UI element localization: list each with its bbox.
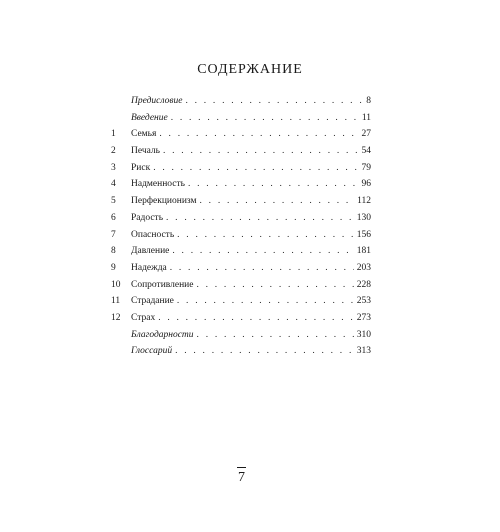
toc-entry-number: 1 xyxy=(111,129,116,140)
toc-entry-page: 11 xyxy=(361,112,371,123)
toc-entry-title: Благодарности xyxy=(131,329,194,340)
toc-entry-page: 156 xyxy=(356,229,371,240)
toc-entry xyxy=(111,129,371,146)
toc-entry xyxy=(111,146,371,163)
toc-entry-number: 5 xyxy=(111,196,116,207)
toc-entry-title: Печаль xyxy=(131,146,160,157)
toc-entry-title: Семья xyxy=(131,129,157,140)
toc-leader-dots xyxy=(170,263,354,273)
toc-entry-number: 12 xyxy=(111,312,121,323)
toc-entry-number: 11 xyxy=(111,296,121,307)
toc-entry-page: 54 xyxy=(361,146,371,157)
toc-entry xyxy=(111,346,371,363)
toc-entry-page: 253 xyxy=(356,296,371,307)
toc-entry-number: 4 xyxy=(111,179,116,190)
toc-leader-dots xyxy=(196,280,353,290)
toc-entry xyxy=(111,96,371,113)
toc-entry-page: 228 xyxy=(356,279,371,290)
toc-leader-dots xyxy=(188,179,359,189)
toc-leader-dots xyxy=(177,230,354,240)
toc-entry-number: 8 xyxy=(111,246,116,257)
toc-leader-dots xyxy=(158,313,354,323)
toc-entry-number: 3 xyxy=(111,162,116,173)
toc-entry-number: 7 xyxy=(111,229,116,240)
toc-entry-title: Надежда xyxy=(131,262,167,273)
toc-leader-dots xyxy=(197,330,354,340)
toc-leader-dots xyxy=(177,296,354,306)
toc-entry-page: 8 xyxy=(366,96,371,106)
toc-entry xyxy=(111,113,371,130)
toc-entry-number: 2 xyxy=(111,146,116,157)
toc-entry xyxy=(111,280,371,297)
toc-leader-dots xyxy=(172,246,353,256)
toc-entry-title: Страх xyxy=(131,312,156,323)
page-number: 7 xyxy=(238,470,245,485)
toc-title: СОДЕРЖАНИЕ xyxy=(197,62,303,77)
toc-entry-title: Введение xyxy=(131,112,168,123)
toc-entry xyxy=(111,230,371,247)
toc-entry xyxy=(111,196,371,213)
toc-leader-dots xyxy=(153,163,358,173)
toc-leader-dots xyxy=(163,146,359,156)
toc-leader-dots xyxy=(175,346,354,356)
toc-entry-title: Глоссарий xyxy=(131,346,173,357)
toc-entry xyxy=(111,330,371,347)
toc-entry xyxy=(111,179,371,196)
toc-entry-title: Риск xyxy=(131,162,151,173)
toc-entry-page: 27 xyxy=(361,129,371,140)
toc-entry-title: Опасность xyxy=(131,229,175,240)
toc-entry-page: 79 xyxy=(361,162,371,173)
page-number-rule xyxy=(237,467,246,468)
toc-entry xyxy=(111,213,371,230)
toc-entry-page: 203 xyxy=(356,262,371,273)
toc-entry-number: 9 xyxy=(111,262,116,273)
toc-list xyxy=(111,96,371,363)
toc-entry-title: Перфекционизм xyxy=(131,196,197,207)
toc-entry-title: Радость xyxy=(131,212,164,223)
toc-entry-title: Давление xyxy=(131,246,170,257)
toc-entry-title: Надменность xyxy=(131,179,185,190)
toc-entry xyxy=(111,263,371,280)
toc-entry-title: Страдание xyxy=(131,296,174,307)
toc-entry-title: Сопротивление xyxy=(131,279,194,290)
toc-entry xyxy=(111,313,371,330)
toc-entry-page: 313 xyxy=(356,346,371,357)
toc-entry-number: 6 xyxy=(111,212,116,223)
toc-entry xyxy=(111,163,371,180)
toc-entry-page: 310 xyxy=(356,329,371,340)
toc-entry xyxy=(111,296,371,313)
toc-entry-page: 273 xyxy=(356,312,371,323)
toc-entry-number: 10 xyxy=(111,279,121,290)
toc-entry-page: 112 xyxy=(357,196,371,207)
toc-leader-dots xyxy=(159,129,358,139)
toc-leader-dots xyxy=(171,113,359,123)
toc-entry-page: 181 xyxy=(356,246,371,257)
toc-entry xyxy=(111,246,371,263)
toc-entry-page: 96 xyxy=(361,179,371,190)
toc-leader-dots xyxy=(166,213,354,223)
toc-entry-page: 130 xyxy=(356,212,371,223)
toc-leader-dots xyxy=(185,96,363,106)
toc-leader-dots xyxy=(200,196,355,206)
toc-entry-title: Предисловие xyxy=(131,96,183,106)
